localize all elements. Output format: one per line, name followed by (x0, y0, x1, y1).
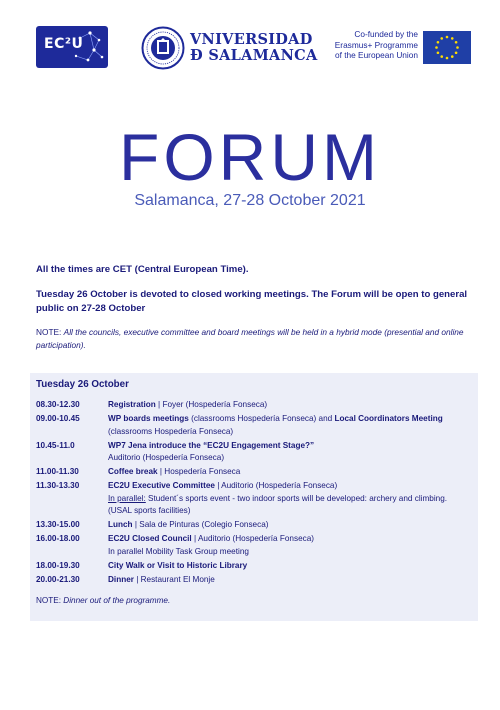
schedule-panel (30, 373, 478, 621)
schedule-note (36, 596, 472, 605)
star-icon (456, 46, 459, 49)
page-subtitle: Salamanca, 27-28 October 2021 (134, 192, 366, 209)
parallel-label: In parallel: (108, 493, 146, 503)
event-name: Lunch (108, 520, 133, 529)
schedule-row (36, 560, 472, 573)
event-name: Registration (108, 400, 156, 409)
event-detail: (classrooms Hospedería Fonseca) (108, 426, 234, 436)
schedule-time: 09.00-10.45 (36, 414, 80, 423)
university-name (190, 32, 318, 64)
event-detail: Auditorio (Hospedería Fonseca) (108, 453, 225, 462)
event-name: Dinner (108, 574, 134, 584)
event-detail: | Restaurant El Monje (133, 574, 215, 584)
event-name: EC2U Executive Committee (108, 481, 215, 490)
star-icon (455, 51, 458, 54)
schedule-description (108, 466, 472, 479)
star-icon (446, 57, 449, 60)
event-detail: (classrooms Hospedería Fonseca) and (188, 414, 335, 423)
schedule-row (36, 399, 472, 412)
star-icon (446, 36, 449, 39)
schedule-description (108, 480, 472, 518)
schedule-description (108, 519, 472, 532)
schedule-row (36, 574, 472, 587)
schedule-row (36, 519, 472, 532)
cofunded-line: Co-funded by the (354, 29, 418, 39)
schedule-day-heading: Tuesday 26 October (36, 379, 129, 390)
schedule-row (36, 480, 472, 518)
cofunded-line: of the European Union (334, 50, 418, 60)
note-text: Dinner out of the programme. (63, 596, 171, 605)
ec2u-logo-text: EC²U (44, 36, 84, 52)
cofunded-line: Erasmus+ Programme (334, 39, 418, 50)
event-detail: | Foyer (Hospedería Fonseca) (155, 400, 268, 409)
schedule-time: 08.30-12.30 (36, 400, 80, 409)
eu-flag-icon (423, 31, 471, 64)
schedule-row (36, 440, 472, 465)
schedule-time: 11.30-13.30 (36, 481, 80, 490)
event-name: Local Coordinators Meeting (334, 414, 443, 423)
event-name: EC2U Closed Council (108, 534, 192, 543)
schedule-description (108, 413, 472, 438)
schedule-time: 10.45-11.0 (36, 440, 75, 450)
intro-section (36, 263, 472, 352)
schedule-time: 13.30-15.00 (36, 520, 80, 529)
schedule-time: 11.00-11.30 (36, 467, 79, 476)
star-icon (440, 55, 443, 58)
event-detail: | Auditorio (Hospedería Fonseca) (214, 481, 338, 490)
schedule-description (108, 440, 472, 465)
schedule-description (108, 560, 472, 573)
star-icon (455, 41, 458, 44)
schedule-description (108, 574, 472, 587)
star-icon (440, 37, 443, 40)
note-label: NOTE: (36, 596, 64, 605)
intro-timezone: All the times are CET (Central European Time). (36, 264, 249, 275)
schedule-description (108, 399, 472, 412)
university-name-line1: VNIVERSIDAD (190, 31, 313, 48)
event-detail: | Hospedería Fonseca (157, 467, 241, 476)
event-detail: | Sala de Pinturas (Colegio Fonseca) (132, 520, 269, 529)
cofunded-text (322, 29, 418, 61)
star-icon (437, 41, 440, 44)
event-name: WP boards meetings (108, 414, 189, 423)
schedule-row (36, 413, 472, 438)
event-name: Coffee break (108, 467, 158, 476)
note-label: NOTE: (36, 327, 64, 337)
star-icon (451, 55, 454, 58)
schedule-time: 16.00-18.00 (36, 534, 80, 543)
star-icon (451, 37, 454, 40)
event-detail: | Auditorio (Hospedería Fonseca) (191, 534, 314, 543)
star-icon (437, 51, 440, 54)
page-title: FORUM (119, 120, 381, 194)
schedule-rows (36, 399, 472, 586)
intro-note (36, 326, 472, 352)
university-name-line2: Ð SALAMANCA (190, 47, 318, 64)
event-name: WP7 Jena introduce the “EC2U Engagement Stage?” (108, 440, 315, 450)
header (0, 24, 500, 72)
schedule-time: 18.00-19.30 (36, 560, 80, 570)
intro-description: Tuesday 26 October is devoted to closed working meetings. The Forum will be open to general public on 27-28 October (36, 289, 468, 314)
event-detail: Student´s sports event - two indoor sports will be developed: archery and climbing. (USAL sports facilities) (108, 493, 448, 515)
ec2u-logo (36, 26, 108, 68)
event-name: City Walk or Visit to Historic Library (108, 560, 248, 570)
note-text: All the councils, executive committee and board meetings will be held in a hybrid mode (presential and online participation). (36, 327, 464, 350)
star-icon (435, 46, 438, 49)
university-seal-icon (141, 26, 185, 70)
schedule-time: 20.00-21.30 (36, 574, 80, 584)
schedule-description (108, 533, 472, 558)
schedule-row (36, 466, 472, 479)
schedule-row (36, 533, 472, 558)
event-detail: In parallel Mobility Task Group meeting (108, 546, 249, 556)
